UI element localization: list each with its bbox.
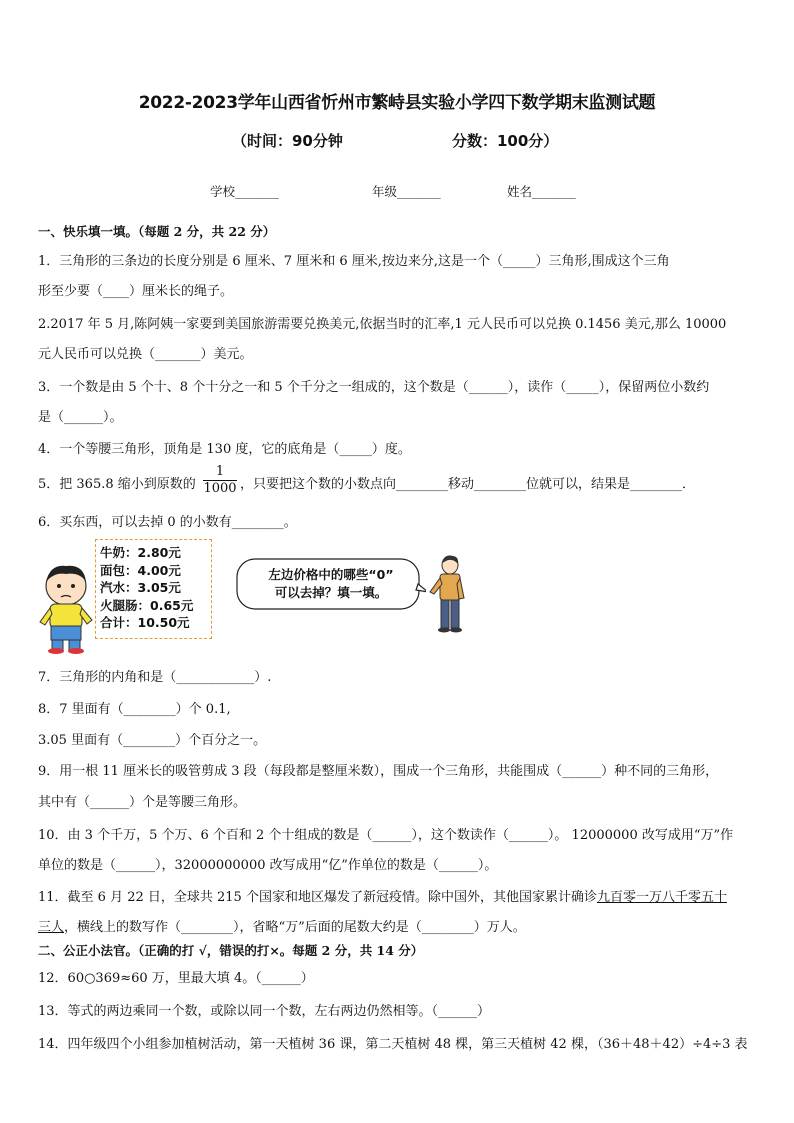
school-field: 学校_______ (210, 184, 279, 199)
question-11-suffix: ，横线上的数写作（________），省略“万”后面的尾数大约是（________）万人。 (64, 920, 526, 935)
speech-line-2: 可以去掉？填一填。 (274, 585, 388, 600)
price-total: 合计：10.50元 (100, 615, 190, 631)
question-14: 14．四年级四个小组参加植树活动，第一天植树 36 课，第二天植树 48 棵，第三天植树 42 棵，（36＋48＋42）÷4÷3 表 (38, 1037, 748, 1052)
question-3-line-2: 是（______）。 (38, 410, 123, 425)
question-9-line-2: 其中有（______）个是等腰三角形。 (38, 795, 247, 810)
question-8-line-2: 3.05 里面有（________）个百分之一。 (38, 733, 267, 748)
question-5-suffix: ，只要把这个数的小数点向________移动________位就可以，结果是________． (240, 477, 696, 492)
fraction-numerator: 1 (203, 464, 237, 481)
name-field: 姓名_______ (507, 184, 576, 199)
question-9-line-1: 9．用一根 11 厘米长的吸管剪成 3 段（每段都是整厘米数），围成一个三角形，共能围成（______）种不同的三角形， (38, 764, 719, 779)
price-item-bread: 面包：4.00元 (100, 562, 181, 578)
question-7: 7．三角形的内角和是（____________）. (38, 670, 272, 685)
question-3-line-1: 3．一个数是由 5 个十、8 个十分之一和 5 个千分之一组成的，这个数是（______），读作（_____），保留两位小数约 (38, 380, 710, 395)
question-10-line-1: 10．由 3 个千万，5 个万、6 个百和 2 个十组成的数是（______），这个数读作（______）。 12000000 改写成用“万”作 (38, 828, 734, 843)
grade-field: 年级_______ (372, 184, 441, 199)
section-1-heading: 一、快乐填一填。（每题 2 分，共 22 分） (38, 224, 276, 239)
question-13: 13．等式的两边乘同一个数，或除以同一个数，左右两边仍然相等。（______） (38, 1004, 491, 1019)
boy-illustration (36, 562, 96, 654)
fraction-denominator: 1000 (203, 481, 237, 496)
price-list-box (95, 539, 212, 639)
question-2-line-1: 2.2017 年 5 月,陈阿姨一家要到美国旅游需要兑换美元,依据当时的汇率,1 元人民币可以兑换 0.1456 美元,那么 10000 (38, 317, 727, 332)
section-2-heading: 二、公正小法官。（正确的打 √，错误的打×。每题 2 分，共 14 分） (38, 943, 424, 958)
question-12: 12．60○369≈60 万，里最大填 4。（______） (38, 971, 314, 986)
question-10-line-2: 单位的数是（______），32000000000 改写成用“亿”作单位的数是（______）。 (38, 858, 498, 873)
question-4: 4．一个等腰三角形，顶角是 130 度，它的底角是（_____）度。 (38, 442, 411, 457)
question-6: 6．买东西，可以去掉 0 的小数有________。 (38, 515, 297, 530)
question-11-prefix: 11．截至 6 月 22 日，全球共 215 个国家和地区爆发了新冠疫情。除中国外，其他国家累计确诊 (38, 890, 597, 905)
exam-time: （时间：90分钟 (232, 132, 343, 150)
price-item-soda: 汽水：3.05元 (100, 580, 181, 596)
question-8-line-1: 8．7 里面有（________）个 0.1, (38, 702, 231, 717)
speech-bubble-text (236, 566, 426, 602)
question-11-line-2 (38, 916, 760, 935)
question-1-line-1: 1．三角形的三条边的长度分别是 6 厘米、7 厘米和 6 厘米,按边来分,这是一个（_____）三角形,围成这个三角 (38, 254, 670, 269)
question-11-underlined-number-part-1: 九百零一万八千零五十 (596, 890, 727, 905)
teacher-illustration (428, 554, 470, 634)
question-11-underlined-number-part-2: 三人 (38, 920, 65, 935)
question-11-line-1 (38, 886, 760, 905)
question-1-line-2: 形至少要（____）厘米长的绳子。 (38, 284, 234, 299)
exam-score: 分数：100分） (452, 132, 559, 150)
page-title: 2022-2023学年山西省忻州市繁峙县实验小学四下数学期末监测试题 (138, 93, 656, 113)
speech-line-1: 左边价格中的哪些“0” (268, 567, 394, 582)
price-item-sausage: 火腿肠：0.65元 (100, 597, 194, 613)
fraction (203, 464, 237, 497)
question-2-line-2: 元人民币可以兑换（_______）美元。 (38, 347, 253, 362)
price-item-milk: 牛奶：2.80元 (100, 545, 181, 560)
question-5-prefix: 5．把 365.8 缩小到原数的 (38, 477, 196, 492)
